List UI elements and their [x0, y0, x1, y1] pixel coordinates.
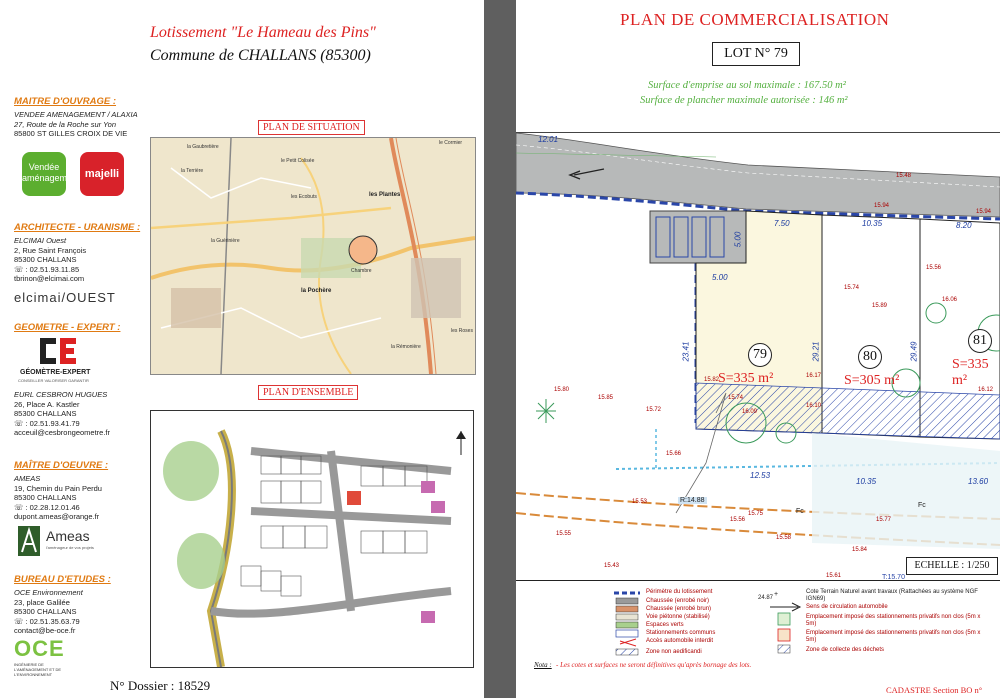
- nota-text: - Les cotes et surfaces ne seront définitives qu'après bornage des lots.: [556, 661, 752, 669]
- altitude: 15.72: [646, 407, 662, 413]
- legend-item: Espaces verts: [646, 622, 684, 628]
- dimension: 5.00: [733, 231, 743, 248]
- dimension: 13.60: [968, 477, 989, 486]
- map-label: le Petit Colisée: [281, 158, 315, 164]
- map-label: la Gaubretière: [187, 144, 219, 150]
- echelle-box: ECHELLE : 1/250: [906, 557, 998, 575]
- legend: [516, 580, 1000, 698]
- altitude: 15.84: [852, 547, 868, 553]
- altitude: 16.12: [978, 387, 994, 393]
- altitude: 15.85: [598, 395, 614, 401]
- altitude: 15.74: [728, 395, 744, 401]
- legend-altitude-sample: 24.87: [758, 595, 774, 601]
- situation-map: [150, 137, 476, 375]
- altitude: 15.74: [844, 285, 860, 291]
- svg-text:+: +: [774, 591, 779, 598]
- maitre-oeuvre-text: AMEAS 19, Chemin du Pain Perdu 85300 CHALLANS ☏ : 02.28.12.01.46 dupont.ameas@orange.fr: [14, 474, 102, 521]
- geometre-expert-logo-icon: [38, 336, 78, 366]
- lot-79-number: 79: [748, 343, 772, 367]
- geometre-logo-sub: CONSEILLER VALORISER GARANTIR: [18, 378, 89, 383]
- road-label: Fc: [918, 502, 926, 509]
- road-label: R:14.88: [680, 497, 705, 504]
- dimension: 5.00: [712, 273, 728, 282]
- lot-79-surface: S=335 m²: [718, 371, 774, 386]
- architecte-text: ELCIMAI Ouest 2, Rue Saint François 85300 CHALLANS ☏ : 02.51.93.11.85 tbrinon@elcimai.com: [14, 236, 87, 283]
- dimension: 12.53: [750, 471, 771, 480]
- legend-item: Voie piétonne (stabilisé): [646, 614, 710, 620]
- plan-ensemble-label: PLAN D'ENSEMBLE: [258, 385, 358, 400]
- ameas-logo-text: Ameas: [46, 528, 90, 544]
- altitude: 15.82: [704, 377, 720, 383]
- road-label: Fc: [796, 508, 804, 515]
- altitude: 16.17: [806, 373, 822, 379]
- altitude: 15.77: [876, 517, 892, 523]
- altitude: 16.06: [942, 297, 958, 303]
- surface-plancher: Surface de plancher maximale autorisée : 146 m²: [640, 95, 848, 106]
- oce-logo: OCE INGÉNIERIE DE L'AMÉNAGEMENT ET DE L'ENVIRONNEMENT: [14, 636, 65, 677]
- altitude: 15.53: [632, 499, 648, 505]
- bureau-etudes-heading: BUREAU D'ETUDES :: [14, 574, 111, 585]
- legend-item: Sens de circulation automobile: [806, 604, 888, 610]
- dimension: 7.50: [774, 219, 790, 228]
- lot-number-box: LOT N° 79: [712, 42, 800, 66]
- architecte-heading: ARCHITECTE - URANISME :: [14, 222, 141, 233]
- legend-item: Périmètre du lotissement: [646, 589, 713, 595]
- commune-subtitle: Commune de CHALLANS (85300): [150, 47, 371, 64]
- ameas-logo-icon: [18, 526, 40, 556]
- nota-label: Nota :: [534, 661, 552, 669]
- legend-item: Emplacement imposé des stationnements privatifs non clos (5m x 5m): [806, 614, 981, 627]
- altitude: 15.43: [604, 563, 620, 569]
- ensemble-plan: [150, 410, 474, 668]
- right-sheet: [516, 0, 1000, 698]
- altitude: 15.94: [976, 209, 992, 215]
- dimension: 10.35: [862, 219, 883, 228]
- altitude: 15.89: [872, 303, 888, 309]
- altitude: 15.66: [666, 451, 682, 457]
- map-label: les Roses: [451, 328, 473, 334]
- geometre-logo-text: GÉOMÈTRE-EXPERT: [20, 369, 91, 376]
- map-label: la Pochère: [301, 288, 332, 294]
- altitude: 15.61: [826, 573, 842, 579]
- altitude: 15.58: [776, 535, 792, 541]
- lot-81-number: 81: [968, 329, 992, 353]
- dimension: 12.01: [538, 135, 559, 144]
- altitude: 15.56: [730, 517, 746, 523]
- maitre-oeuvre-heading: MAÎTRE D'OEUVRE :: [14, 460, 109, 471]
- altitude: 16.09: [742, 409, 758, 415]
- lot-plan: [516, 132, 1000, 579]
- left-sheet: [0, 0, 484, 698]
- legend-item: Chaussée (enrobé noir): [646, 598, 710, 604]
- legend-item: Stationnements communs: [646, 630, 716, 636]
- dimension: 23.41: [681, 341, 691, 362]
- map-label: la Terrière: [181, 168, 204, 174]
- altitude: 15.48: [896, 173, 912, 179]
- legend-item: Zone non aedificandi: [646, 649, 702, 655]
- vendee-amenagement-logo: Vendée aménagement: [22, 152, 66, 196]
- dimension: 29.21: [811, 341, 821, 362]
- lot-81-surface: S=335 m²: [952, 357, 989, 388]
- geometre-text: EURL CESBRON HUGUES 26, Place A. Kastler 85300 CHALLANS ☏ : 02.51.93.41.79 acceuil@cesbrongeometre.fr: [14, 390, 110, 437]
- map-label: les Ecobuts: [291, 194, 317, 200]
- map-label: les Plantes: [369, 192, 401, 198]
- road-label: T:15.70: [882, 574, 905, 579]
- plan-commercialisation-title: PLAN DE COMMERCIALISATION: [620, 10, 890, 29]
- map-label: la Rémonière: [391, 344, 421, 350]
- elcimai-logo: elcimai/OUEST: [14, 290, 116, 305]
- legend-item: Chaussée (enrobé brun): [646, 606, 712, 612]
- map-label: le Cormier: [439, 140, 463, 146]
- lot-80-number: 80: [858, 345, 882, 369]
- dimension: 8.20: [956, 221, 972, 230]
- altitude: 15.94: [874, 203, 890, 209]
- dimension: 29.49: [909, 341, 919, 362]
- ameas-logo-sub: l'aménageur de vos projets: [46, 545, 94, 550]
- surface-emprise: Surface d'emprise au sol maximale : 167.50 m²: [648, 80, 846, 91]
- altitude: 16.10: [806, 403, 822, 409]
- majelli-logo: majelli: [80, 152, 124, 196]
- ensemble-plan-drawing: [151, 411, 473, 667]
- maitre-ouvrage-text: VENDEE AMENAGEMENT / ALAXIA 27, Route de la Roche sur Yon 85800 ST GILLES CROIX DE VIE: [14, 110, 138, 138]
- plan-situation-label: PLAN DE SITUATION: [258, 120, 365, 135]
- legend-item: Accès automobile interdit: [646, 638, 714, 644]
- map-label: Chambre: [351, 268, 372, 274]
- altitude: 15.80: [554, 387, 570, 393]
- altitude: 15.55: [556, 531, 572, 537]
- geometre-heading: GEOMETRE - EXPERT :: [14, 322, 121, 333]
- altitude: 15.56: [926, 265, 942, 271]
- legend-item: Zone de collecte des déchets: [806, 647, 885, 653]
- dimension: 10.35: [856, 477, 877, 486]
- cadastre-label: CADASTRE Section BO n°: [886, 685, 983, 695]
- project-title: Lotissement "Le Hameau des Pins": [150, 24, 376, 41]
- map-label: la Guérinière: [211, 238, 240, 244]
- altitude: 15.75: [748, 511, 764, 517]
- maitre-ouvrage-heading: MAITRE D'OUVRAGE :: [14, 96, 117, 107]
- legend-item: Emplacement imposé des stationnements privatifs non clos (5m x 5m): [806, 630, 981, 643]
- bureau-etudes-text: OCE Environnement 23, place Galilée 85300 CHALLANS ☏ : 02.51.35.63.79 contact@be-oce.fr: [14, 588, 83, 635]
- legend-item: Cote Terrain Naturel avant travaux (Rattachées au système NGF IGN69): [806, 589, 978, 602]
- dossier-number: N° Dossier : 18529: [110, 678, 211, 693]
- lot-80-surface: S=305 m²: [844, 373, 900, 388]
